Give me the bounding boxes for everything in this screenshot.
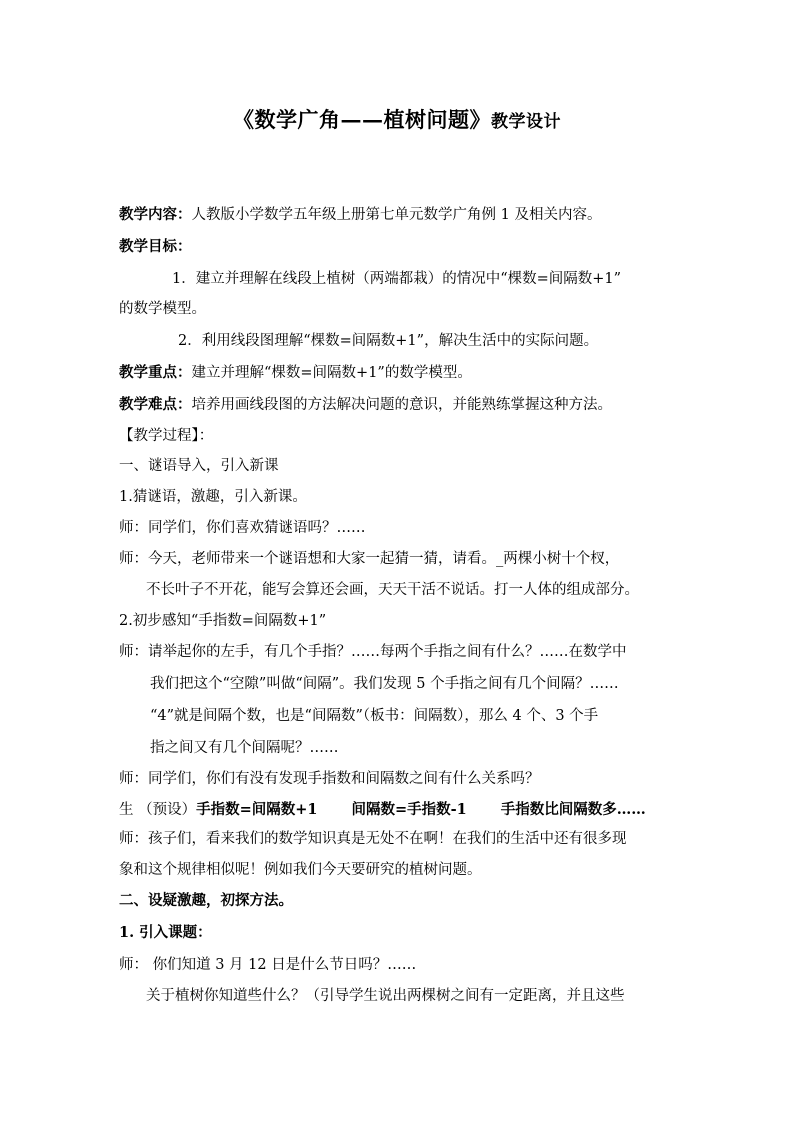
teaching-content [119, 205, 679, 225]
section-2-paragraph-1: 师： 你们知道 3 月 12 日是什么节日吗？…… [119, 957, 417, 973]
section-1-paragraph-1: 师：同学们，你们喜欢猜谜语吗？…… [119, 520, 366, 536]
goal-1-line-2: 的数学模型。 [119, 301, 206, 317]
section-2-heading: 二、设疑激趣，初探方法。 [119, 892, 293, 909]
section-1-paragraph-4: 师：同学们，你们有没有发现手指数和间隔数之间有什么关系吗？ [119, 771, 540, 787]
section-1-heading: 一、谜语导入，引入新课 [119, 458, 279, 474]
student-prefix: 生 （预设） [119, 802, 197, 818]
document-title [0, 104, 794, 134]
difficulty-label: 教学难点： [119, 396, 192, 413]
section-1-paragraph-2-line-1: 师：今天，老师带来一个谜语想和大家一起猜一猜，请看。_两棵小树十个杈， [119, 551, 620, 567]
section-1-item-1: 1.猜谜语，激趣，引入新课。 [119, 489, 307, 505]
student-answer-b: 间隔数=手指数-1 [351, 801, 467, 818]
section-1-paragraph-3-line-3: “4”就是间隔个数，也是“间隔数”（板书：间隔数），那么 4 个、3 个手 [150, 708, 599, 724]
section-2-item-1: 1. 引入课题： [119, 924, 212, 941]
section-1-paragraph-3-line-4: 指之间又有几个间隔呢？…… [150, 740, 339, 756]
content-text: 人教版小学数学五年级上册第七单元数学广角例 1 及相关内容。 [191, 207, 602, 223]
key-text: 建立并理解“棵数=间隔数+1”的数学模型。 [191, 365, 472, 381]
title-sub: 教学设计 [491, 112, 561, 132]
section-1-paragraph-5 [119, 800, 679, 820]
goal-1-line-1: 1．建立并理解在线段上植树（两端都栽）的情况中“棵数=间隔数+1” [172, 271, 622, 287]
section-2-paragraph-2: 关于植树你知道些什么？（引导学生说出两棵树之间有一定距离，并且这些 [146, 988, 625, 1004]
key-label: 教学重点： [119, 364, 192, 381]
goals-label: 教学目标： [119, 238, 192, 255]
section-1-paragraph-2-line-2: 不长叶子不开花，能写会算还会画，天天干活不说话。打一人体的组成部分。 [146, 582, 639, 598]
difficulty-text: 培养用画线段图的方法解决问题的意识，并能熟练掌握这种方法。 [191, 397, 612, 413]
title-main: 《数学广角——植树问题》 [233, 107, 491, 132]
student-answer-c: 手指数比间隔数多…… [500, 801, 646, 818]
content-label: 教学内容： [119, 206, 192, 223]
section-1-paragraph-3-line-1: 师：请举起你的左手，有几个手指？……每两个手指之间有什么？……在数学中 [119, 644, 627, 660]
section-1-paragraph-6-line-1: 师：孩子们，看来我们的数学知识真是无处不在啊！在我们的生活中还有很多现 [119, 831, 627, 847]
section-1-item-2: 2.初步感知“手指数=间隔数+1” [119, 613, 327, 629]
goal-2: 2．利用线段图理解“棵数=间隔数+1”，解决生活中的实际问题。 [178, 333, 599, 349]
process-heading: 【教学过程】： [119, 428, 214, 444]
section-1-paragraph-3-line-2: 我们把这个“空隙”叫做“间隔”。我们发现 5 个手指之间有几个间隔？…… [150, 676, 619, 692]
teaching-key-point [119, 363, 679, 383]
section-1-paragraph-6-line-2: 象和这个规律相似呢！例如我们今天要研究的植树问题。 [119, 862, 482, 878]
student-answer-a: 手指数=间隔数+1 [196, 801, 318, 818]
teaching-difficulty [119, 395, 679, 415]
